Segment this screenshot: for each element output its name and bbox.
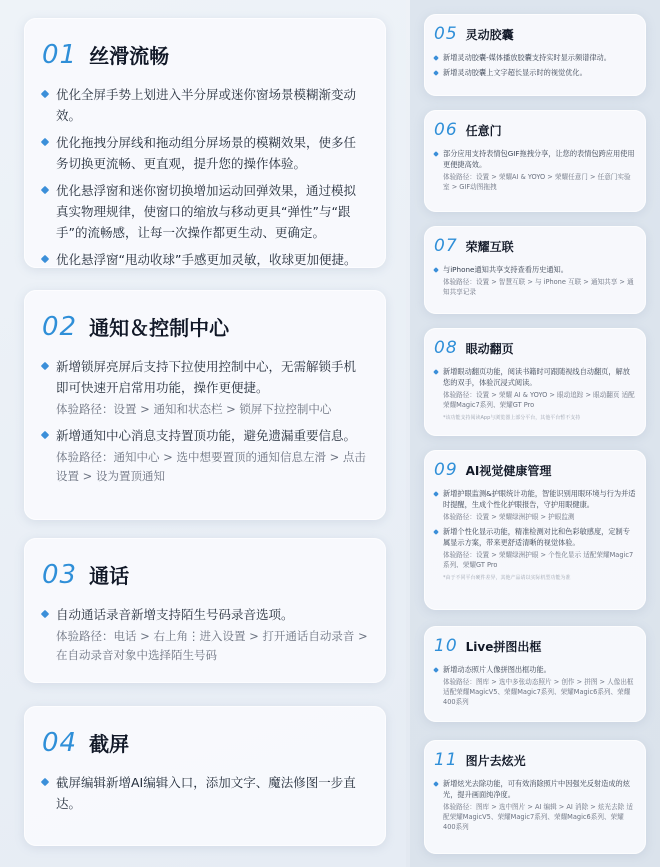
feature-text: 新增通知中心消息支持置顶功能，避免遗漏重要信息。 — [56, 428, 357, 443]
feature-item — [42, 132, 368, 174]
section-number: 02 — [42, 312, 78, 342]
feature-text: 新增眼动翻页功能，阅读书籍时可跟随视线自动翻页，解放您的双手，体验沉浸式阅读。 — [443, 367, 630, 387]
diamond-bullet-icon — [41, 186, 49, 194]
feature-card — [424, 740, 646, 854]
experience-path: 体验路径：设置 > 荣耀AI & YOYO > 荣耀任意门 > 任意门实验室 > GIF动图拖拽 — [443, 173, 631, 191]
feature-item — [434, 664, 636, 707]
section-number: 07 — [434, 236, 458, 256]
feature-text: 新增个性化显示功能，精准检测对比和色彩敏感度，定制专属显示方案，带来更舒适清晰的视觉体验。 — [443, 527, 630, 547]
diamond-bullet-icon — [41, 138, 49, 146]
feature-item — [434, 148, 636, 192]
diamond-bullet-icon — [41, 90, 49, 98]
card-header — [434, 460, 636, 480]
card-header — [434, 120, 636, 140]
feature-text: 优化拖拽分屏线和拖动组分屏场景的模糊效果，使多任务切换更流畅、更直观，提升您的操作体验。 — [56, 135, 357, 171]
feature-item — [42, 772, 368, 814]
feature-card — [24, 706, 386, 846]
feature-text: 截屏编辑新增AI编辑入口，添加文字、魔法修图一步直达。 — [56, 775, 356, 811]
feature-card — [424, 626, 646, 722]
section-number: 01 — [42, 40, 78, 70]
feature-item — [434, 264, 636, 297]
feature-text: 新增动态照片人像拼图出框功能。 — [443, 665, 551, 674]
section-number: 10 — [434, 636, 458, 656]
section-title: 通话 — [89, 564, 130, 588]
feature-card — [24, 290, 386, 520]
experience-path: 体验路径：图库 > 选中多张动态照片 > 创作 > 拼图 > 人像出框 适配荣耀MagicV5、荣耀Magic7系列、荣耀Magic6系列、荣耀400系列 — [443, 678, 634, 706]
footnote: *该功能支持阅读App与浏览器上部分平台，其他平台暂不支持 — [443, 415, 581, 421]
diamond-bullet-icon — [433, 70, 439, 76]
feature-item — [42, 356, 368, 419]
feature-card — [424, 14, 646, 96]
diamond-bullet-icon — [433, 667, 439, 673]
experience-path: 体验路径：设置 > 荣耀绿洲护眼 > 个性化显示 适配荣耀Magic7系列、荣耀GT Pro — [443, 551, 634, 569]
card-header — [42, 312, 368, 342]
feature-text: 新增护眼监测&护眼统计功能，智能识别用眼环境与行为并适时提醒，生成个性化护眼报告，守护用眼健康。 — [443, 489, 636, 509]
feature-card — [24, 538, 386, 683]
diamond-bullet-icon — [41, 778, 49, 786]
feature-item — [434, 488, 636, 522]
experience-path: 体验路径：设置 > 荣耀 AI & YOYO > 眼动追踪 > 眼动翻页 适配荣耀Magic7系列、荣耀GT Pro — [443, 391, 635, 409]
feature-text: 新增锁屏亮屏后支持下拉使用控制中心，无需解锁手机即可快速开启常用功能，操作更便捷。 — [56, 359, 357, 395]
feature-item — [434, 366, 636, 410]
feature-text: 优化全屏手势上划进入半分屏或迷你窗场景模糊渐变动效。 — [56, 87, 357, 123]
feature-text: 新增灵动胶囊上文字超长显示时的视觉优化。 — [443, 68, 587, 77]
section-number: 05 — [434, 24, 458, 44]
card-header — [434, 750, 636, 770]
section-number: 11 — [434, 750, 458, 770]
diamond-bullet-icon — [433, 369, 439, 375]
experience-path: 体验路径：图库 > 选中图片 > AI 编辑 > AI 消除 > 炫光去除 适配荣耀MagicV5、荣耀Magic7系列、荣耀Magic6系列、荣耀400系列 — [443, 803, 633, 831]
experience-path: 体验路径：通知中心 > 选中想要置顶的通知信息左滑 > 点击设置 > 设为置顶通知 — [56, 450, 366, 483]
diamond-bullet-icon — [433, 781, 439, 787]
card-header — [434, 24, 636, 44]
feature-item — [42, 249, 368, 270]
feature-card — [424, 328, 646, 436]
section-number: 04 — [42, 728, 78, 758]
section-title: AI视觉健康管理 — [465, 464, 552, 478]
feature-card — [424, 226, 646, 314]
section-number: 08 — [434, 338, 458, 358]
feature-text: 与iPhone通知共享支持查看历史通知。 — [443, 265, 568, 274]
feature-card — [424, 450, 646, 610]
diamond-bullet-icon — [41, 431, 49, 439]
feature-item — [42, 180, 368, 243]
diamond-bullet-icon — [433, 55, 439, 61]
section-number: 06 — [434, 120, 458, 140]
diamond-bullet-icon — [433, 491, 439, 497]
card-header — [42, 560, 368, 590]
section-title: Live拼图出框 — [465, 640, 542, 654]
section-title: 通知＆控制中心 — [89, 316, 230, 340]
feature-item — [434, 778, 636, 832]
section-title: 眼动翻页 — [465, 342, 514, 356]
diamond-bullet-icon — [41, 610, 49, 618]
experience-path: 体验路径：设置 > 通知和状态栏 > 锁屏下拉控制中心 — [56, 402, 332, 416]
experience-path: 体验路径：设置 > 荣耀绿洲护眼 > 护眼监测 — [443, 513, 575, 521]
section-title: 截屏 — [89, 732, 130, 756]
feature-text: 优化悬浮窗和迷你窗切换增加运动回弹效果，通过模拟真实物理规律，使窗口的缩放与移动更具“弹性”与“跟手”的流畅感，让每一次操作都更生动、更确定。 — [56, 183, 357, 240]
section-number: 09 — [434, 460, 458, 480]
section-title: 荣耀互联 — [465, 240, 514, 254]
section-title: 任意门 — [465, 124, 502, 138]
feature-text: 自动通话录音新增支持陌生号码录音选项。 — [56, 607, 294, 622]
feature-text: 新增炫光去除功能，可有效消除照片中因强光反射造成的炫光，提升画面纯净度。 — [443, 779, 630, 799]
footnote: *由于不同平台硬件差异，其他产品请以实际机型功能为准 — [443, 575, 571, 581]
diamond-bullet-icon — [433, 529, 439, 535]
diamond-bullet-icon — [433, 267, 439, 273]
feature-card — [424, 110, 646, 212]
card-header — [42, 728, 368, 758]
experience-path: 体验路径：设置 > 智慧互联 > 与 iPhone 互联 > 通知共享 > 通知共享记录 — [443, 278, 634, 296]
experience-path: 体验路径：电话 > 右上角⋮进入设置 > 打开通话自动录音 > 在自动录音对象中选择陌生号码 — [56, 629, 368, 662]
feature-item — [42, 604, 368, 665]
feature-text: 部分应用支持表情包GIF拖拽分享，让您的表情包跨应用使用更便捷高效。 — [443, 149, 635, 169]
diamond-bullet-icon — [41, 362, 49, 370]
feature-item — [434, 526, 636, 570]
feature-card — [24, 18, 386, 268]
feature-item — [434, 52, 636, 63]
card-header — [42, 40, 368, 70]
card-header — [434, 338, 636, 358]
card-header — [434, 236, 636, 256]
diamond-bullet-icon — [41, 255, 49, 263]
feature-item — [42, 84, 368, 126]
feature-text: 优化悬浮窗“甩动收球”手感更加灵敏，收球更加便捷。 — [56, 252, 357, 267]
diamond-bullet-icon — [433, 151, 439, 157]
card-header — [434, 636, 636, 656]
section-title: 丝滑流畅 — [89, 44, 170, 68]
section-number: 03 — [42, 560, 78, 590]
section-title: 图片去炫光 — [465, 754, 526, 768]
feature-item — [42, 425, 368, 486]
feature-item — [434, 67, 636, 78]
right-column — [410, 0, 660, 867]
feature-text: 新增灵动胶囊-媒体播放胶囊支持实时显示频谱律动。 — [443, 53, 611, 62]
section-title: 灵动胶囊 — [465, 28, 514, 42]
